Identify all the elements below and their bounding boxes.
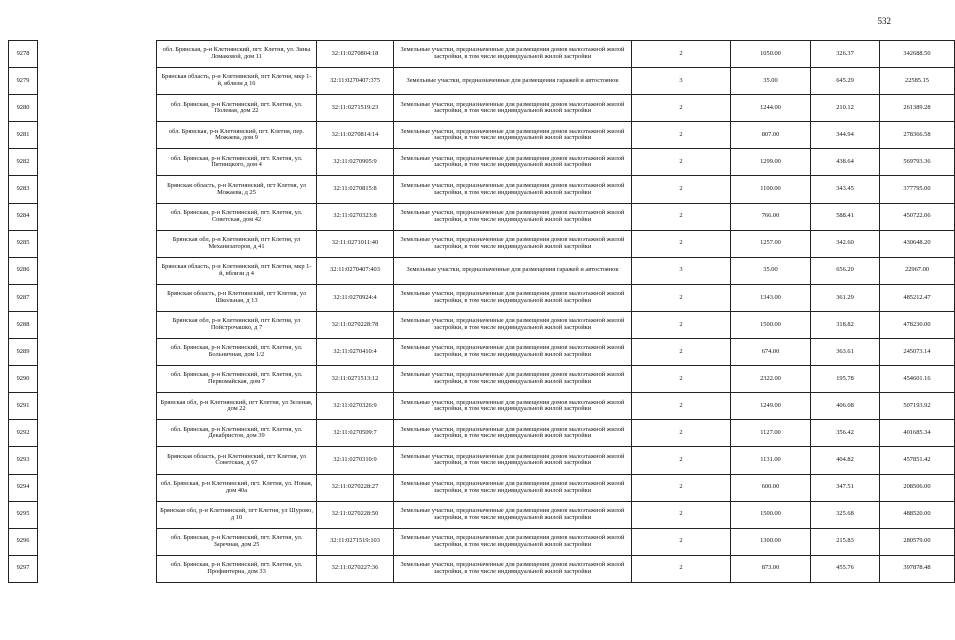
address-cell: Брянская область, р-н Клетнянский, пгт Клетня, ул Школьная, д 13 [157, 284, 317, 311]
row-number-cell: 9281 [9, 122, 38, 149]
table-row [9, 122, 955, 149]
area-cell: 1100.00 [731, 176, 811, 203]
cadastral-value-cell: 450722.06 [880, 203, 955, 230]
cadastral-number-cell: 32:11:0270228:27 [317, 474, 394, 501]
blank-gap-cell [38, 339, 157, 366]
land-use-cell: Земельные участки, предназначенные для размещения домов малоэтажной жилой застройки, в том числе индивидуальной жилой застройки [394, 230, 632, 257]
land-use-cell: Земельные участки, предназначенные для размещения домов малоэтажной жилой застройки, в том числе индивидуальной жилой застройки [394, 41, 632, 68]
group-cell: 2 [632, 41, 731, 68]
land-use-cell: Земельные участки, предназначенные для размещения домов малоэтажной жилой застройки, в том числе индивидуальной жилой застройки [394, 474, 632, 501]
cadastral-value-cell: 377795.00 [880, 176, 955, 203]
cadastral-number-cell: 32:11:0270815:8 [317, 176, 394, 203]
area-cell: 1257.00 [731, 230, 811, 257]
cadastral-number-cell: 32:11:0270804:18 [317, 41, 394, 68]
specific-value-cell: 455.76 [811, 555, 880, 582]
blank-gap-cell [38, 95, 157, 122]
cadastral-value-cell: 22967.00 [880, 257, 955, 284]
group-cell: 2 [632, 447, 731, 474]
land-use-cell: Земельные участки, предназначенные для размещения гаражей и автостоянок [394, 257, 632, 284]
address-cell: обл. Брянская, р-н Клетнянский, пгт. Клетня, ул. Декабристов, дом 39 [157, 420, 317, 447]
row-number-cell: 9296 [9, 528, 38, 555]
row-number-cell: 9289 [9, 339, 38, 366]
cadastral-value-cell: 454601.16 [880, 366, 955, 393]
group-cell: 2 [632, 149, 731, 176]
cadastral-value-cell: 278366.58 [880, 122, 955, 149]
address-cell: обл. Брянская, р-н Клетнянский, пгт. Клетня, ул. Заречная, дом 25 [157, 528, 317, 555]
specific-value-cell: 210.12 [811, 95, 880, 122]
land-use-cell: Земельные участки, предназначенные для размещения домов малоэтажной жилой застройки, в том числе индивидуальной жилой застройки [394, 311, 632, 338]
land-use-cell: Земельные участки, предназначенные для размещения домов малоэтажной жилой застройки, в том числе индивидуальной жилой застройки [394, 555, 632, 582]
blank-gap-cell [38, 122, 157, 149]
specific-value-cell: 363.61 [811, 339, 880, 366]
land-use-cell: Земельные участки, предназначенные для размещения домов малоэтажной жилой застройки, в том числе индивидуальной жилой застройки [394, 393, 632, 420]
row-number-cell: 9280 [9, 95, 38, 122]
area-cell: 2322.00 [731, 366, 811, 393]
specific-value-cell: 326.37 [811, 41, 880, 68]
cadastral-number-cell: 32:11:0271519:23 [317, 95, 394, 122]
area-cell: 1249.00 [731, 393, 811, 420]
specific-value-cell: 404.82 [811, 447, 880, 474]
cadastral-value-cell: 208506.00 [880, 474, 955, 501]
table-body [9, 41, 955, 583]
cadastral-number-cell: 32:11:0271519:103 [317, 528, 394, 555]
group-cell: 2 [632, 528, 731, 555]
address-cell: Брянская область, р-н Клетнянский, пгт Клетня, мкр 1-й, вблизи д 16 [157, 68, 317, 95]
cadastral-value-cell: 245073.14 [880, 339, 955, 366]
cadastral-number-cell: 32:11:0270410:4 [317, 339, 394, 366]
land-use-cell: Земельные участки, предназначенные для размещения домов малоэтажной жилой застройки, в том числе индивидуальной жилой застройки [394, 501, 632, 528]
land-use-cell: Земельные участки, предназначенные для размещения домов малоэтажной жилой застройки, в том числе индивидуальной жилой застройки [394, 447, 632, 474]
blank-gap-cell [38, 474, 157, 501]
specific-value-cell: 656.20 [811, 257, 880, 284]
row-number-cell: 9291 [9, 393, 38, 420]
group-cell: 2 [632, 176, 731, 203]
address-cell: Брянская обл, р-н Клетнянский, пгт Клетня, ул Шурово, д 10 [157, 501, 317, 528]
row-number-cell: 9286 [9, 257, 38, 284]
land-use-cell: Земельные участки, предназначенные для размещения домов малоэтажной жилой застройки, в том числе индивидуальной жилой застройки [394, 420, 632, 447]
cadastral-number-cell: 32:11:0270407:403 [317, 257, 394, 284]
cadastral-number-cell: 32:11:0270227:36 [317, 555, 394, 582]
specific-value-cell: 342.60 [811, 230, 880, 257]
row-number-cell: 9294 [9, 474, 38, 501]
row-number-cell: 9279 [9, 68, 38, 95]
page-number: 532 [877, 16, 891, 26]
table-row [9, 68, 955, 95]
address-cell: Брянская обл, р-н Клетнянский, пгт Клетня, ул Пойстрочашко, д 7 [157, 311, 317, 338]
blank-gap-cell [38, 420, 157, 447]
table-row [9, 284, 955, 311]
blank-gap-cell [38, 230, 157, 257]
cadastral-number-cell: 32:11:0270323:8 [317, 203, 394, 230]
row-number-cell: 9283 [9, 176, 38, 203]
specific-value-cell: 356.42 [811, 420, 880, 447]
cadastral-value-cell: 397878.48 [880, 555, 955, 582]
address-cell: обл. Брянская, р-н Клетнянский, пгт. Клетня, ул. Пятницкого, дом 4 [157, 149, 317, 176]
specific-value-cell: 318.82 [811, 311, 880, 338]
blank-gap-cell [38, 501, 157, 528]
blank-gap-cell [38, 68, 157, 95]
cadastral-number-cell: 32:11:0271011:40 [317, 230, 394, 257]
table-row [9, 366, 955, 393]
table-row [9, 257, 955, 284]
cadastral-number-cell: 32:11:0270814:14 [317, 122, 394, 149]
area-cell: 600.00 [731, 474, 811, 501]
table-row [9, 41, 955, 68]
row-number-cell: 9287 [9, 284, 38, 311]
land-use-cell: Земельные участки, предназначенные для размещения домов малоэтажной жилой застройки, в том числе индивидуальной жилой застройки [394, 366, 632, 393]
group-cell: 2 [632, 474, 731, 501]
blank-gap-cell [38, 528, 157, 555]
table-row [9, 311, 955, 338]
blank-gap-cell [38, 41, 157, 68]
address-cell: обл. Брянская, р-н Клетнянский, пгт. Клетня, ул. Новая, дом 40а [157, 474, 317, 501]
specific-value-cell: 406.08 [811, 393, 880, 420]
blank-gap-cell [38, 257, 157, 284]
area-cell: 1343.00 [731, 284, 811, 311]
blank-gap-cell [38, 311, 157, 338]
group-cell: 2 [632, 230, 731, 257]
row-number-cell: 9295 [9, 501, 38, 528]
cadastral-value-cell: 261389.28 [880, 95, 955, 122]
address-cell: обл. Брянская, р-н Клетнянский, пгт. Клетня, ул. Профинтерна, дом 33 [157, 555, 317, 582]
group-cell: 2 [632, 366, 731, 393]
address-cell: обл. Брянская, р-н Клетнянский, пгт. Клетня, ул. Первомайская, дом 7 [157, 366, 317, 393]
table-row [9, 447, 955, 474]
row-number-cell: 9297 [9, 555, 38, 582]
blank-gap-cell [38, 393, 157, 420]
row-number-cell: 9290 [9, 366, 38, 393]
group-cell: 3 [632, 257, 731, 284]
address-cell: обл. Брянская, р-н Клетнянский, пгт. Клетня, пер. Можаева, дом 9 [157, 122, 317, 149]
group-cell: 2 [632, 122, 731, 149]
blank-gap-cell [38, 203, 157, 230]
address-cell: Брянская область, р-н Клетнянский, пгт Клетня, мкр 1-й, вблизи д 4 [157, 257, 317, 284]
land-use-cell: Земельные участки, предназначенные для размещения домов малоэтажной жилой застройки, в том числе индивидуальной жилой застройки [394, 528, 632, 555]
cadastral-number-cell: 32:11:0270310:9 [317, 447, 394, 474]
cadastral-value-cell: 430648.20 [880, 230, 955, 257]
table-row [9, 420, 955, 447]
specific-value-cell: 344.94 [811, 122, 880, 149]
cadastral-number-cell: 32:11:0270924:4 [317, 284, 394, 311]
group-cell: 2 [632, 95, 731, 122]
land-use-cell: Земельные участки, предназначенные для размещения гаражей и автостоянок [394, 68, 632, 95]
table-row [9, 176, 955, 203]
address-cell: обл. Брянская, р-н Клетнянский, пгт. Клетня, ул. Полевая, дом 22 [157, 95, 317, 122]
blank-gap-cell [38, 366, 157, 393]
table-row [9, 149, 955, 176]
cadastral-value-cell: 342688.50 [880, 41, 955, 68]
land-use-cell: Земельные участки, предназначенные для размещения домов малоэтажной жилой застройки, в том числе индивидуальной жилой застройки [394, 122, 632, 149]
row-number-cell: 9285 [9, 230, 38, 257]
area-cell: 1244.00 [731, 95, 811, 122]
cadastral-value-table [8, 40, 955, 583]
table-row [9, 501, 955, 528]
land-use-cell: Земельные участки, предназначенные для размещения домов малоэтажной жилой застройки, в том числе индивидуальной жилой застройки [394, 339, 632, 366]
area-cell: 873.00 [731, 555, 811, 582]
specific-value-cell: 347.51 [811, 474, 880, 501]
land-use-cell: Земельные участки, предназначенные для размещения домов малоэтажной жилой застройки, в том числе индивидуальной жилой застройки [394, 149, 632, 176]
area-cell: 766.00 [731, 203, 811, 230]
group-cell: 2 [632, 420, 731, 447]
specific-value-cell: 325.68 [811, 501, 880, 528]
cadastral-value-cell: 569793.36 [880, 149, 955, 176]
blank-gap-cell [38, 555, 157, 582]
cadastral-value-cell: 401685.34 [880, 420, 955, 447]
area-cell: 35.00 [731, 68, 811, 95]
address-cell: Брянская область, р-н Клетнянский, пгт Клетня, ул Советская, д 67 [157, 447, 317, 474]
blank-gap-cell [38, 176, 157, 203]
blank-gap-cell [38, 149, 157, 176]
area-cell: 1500.00 [731, 501, 811, 528]
area-cell: 1500.00 [731, 311, 811, 338]
land-use-cell: Земельные участки, предназначенные для размещения домов малоэтажной жилой застройки, в том числе индивидуальной жилой застройки [394, 176, 632, 203]
cadastral-value-cell: 485212.47 [880, 284, 955, 311]
group-cell: 2 [632, 339, 731, 366]
specific-value-cell: 588.41 [811, 203, 880, 230]
table-row [9, 95, 955, 122]
cadastral-value-cell: 507193.92 [880, 393, 955, 420]
specific-value-cell: 343.45 [811, 176, 880, 203]
table-row [9, 339, 955, 366]
specific-value-cell: 361.29 [811, 284, 880, 311]
row-number-cell: 9282 [9, 149, 38, 176]
table-row [9, 393, 955, 420]
address-cell: Брянская обл, р-н Клетнянский, пгт Клетня, ул Зеленая, дом 22 [157, 393, 317, 420]
cadastral-value-cell: 22585.15 [880, 68, 955, 95]
area-cell: 674.00 [731, 339, 811, 366]
land-use-cell: Земельные участки, предназначенные для размещения домов малоэтажной жилой застройки, в том числе индивидуальной жилой застройки [394, 203, 632, 230]
cadastral-number-cell: 32:11:0270228:78 [317, 311, 394, 338]
area-cell: 1300.00 [731, 528, 811, 555]
blank-gap-cell [38, 284, 157, 311]
specific-value-cell: 215.83 [811, 528, 880, 555]
area-cell: 1127.00 [731, 420, 811, 447]
land-use-cell: Земельные участки, предназначенные для размещения домов малоэтажной жилой застройки, в том числе индивидуальной жилой застройки [394, 284, 632, 311]
row-number-cell: 9292 [9, 420, 38, 447]
row-number-cell: 9278 [9, 41, 38, 68]
table-row [9, 474, 955, 501]
row-number-cell: 9288 [9, 311, 38, 338]
cadastral-value-cell: 280579.00 [880, 528, 955, 555]
cadastral-value-cell: 478230.00 [880, 311, 955, 338]
table-row [9, 528, 955, 555]
address-cell: обл. Брянская, р-н Клетнянский, пгт. Клетня, ул. Больничная, дом 1/2 [157, 339, 317, 366]
area-cell: 1299.00 [731, 149, 811, 176]
table-row [9, 203, 955, 230]
cadastral-value-cell: 488520.00 [880, 501, 955, 528]
group-cell: 2 [632, 393, 731, 420]
cadastral-value-cell: 457851.42 [880, 447, 955, 474]
table-row [9, 230, 955, 257]
area-cell: 807.00 [731, 122, 811, 149]
cadastral-number-cell: 32:11:0271513:12 [317, 366, 394, 393]
cadastral-number-cell: 32:11:0270905:9 [317, 149, 394, 176]
row-number-cell: 9293 [9, 447, 38, 474]
group-cell: 2 [632, 203, 731, 230]
specific-value-cell: 645.29 [811, 68, 880, 95]
group-cell: 2 [632, 284, 731, 311]
address-cell: обл. Брянская, р-н Клетнянский, пгт. Клетня, ул. Советская, дом 42 [157, 203, 317, 230]
address-cell: обл. Брянская, р-н Клетнянский, пгт. Клетня, ул. Зины Ломаковой, дом 11 [157, 41, 317, 68]
cadastral-number-cell: 32:11:0270407:375 [317, 68, 394, 95]
table-row [9, 555, 955, 582]
area-cell: 35.00 [731, 257, 811, 284]
group-cell: 3 [632, 68, 731, 95]
cadastral-number-cell: 32:11:0270228:50 [317, 501, 394, 528]
group-cell: 2 [632, 311, 731, 338]
area-cell: 1131.00 [731, 447, 811, 474]
cadastral-number-cell: 32:11:0270326:9 [317, 393, 394, 420]
blank-gap-cell [38, 447, 157, 474]
cadastral-number-cell: 32:11:0270509:7 [317, 420, 394, 447]
row-number-cell: 9284 [9, 203, 38, 230]
specific-value-cell: 195.78 [811, 366, 880, 393]
address-cell: Брянская обл, р-н Клетнянский, пгт Клетня, ул Механизаторов, д 41 [157, 230, 317, 257]
specific-value-cell: 438.64 [811, 149, 880, 176]
group-cell: 2 [632, 555, 731, 582]
address-cell: Брянская область, р-н Клетнянский, пгт Клетня, ул Можаева, д 25 [157, 176, 317, 203]
group-cell: 2 [632, 501, 731, 528]
land-use-cell: Земельные участки, предназначенные для размещения домов малоэтажной жилой застройки, в том числе индивидуальной жилой застройки [394, 95, 632, 122]
area-cell: 1050.00 [731, 41, 811, 68]
